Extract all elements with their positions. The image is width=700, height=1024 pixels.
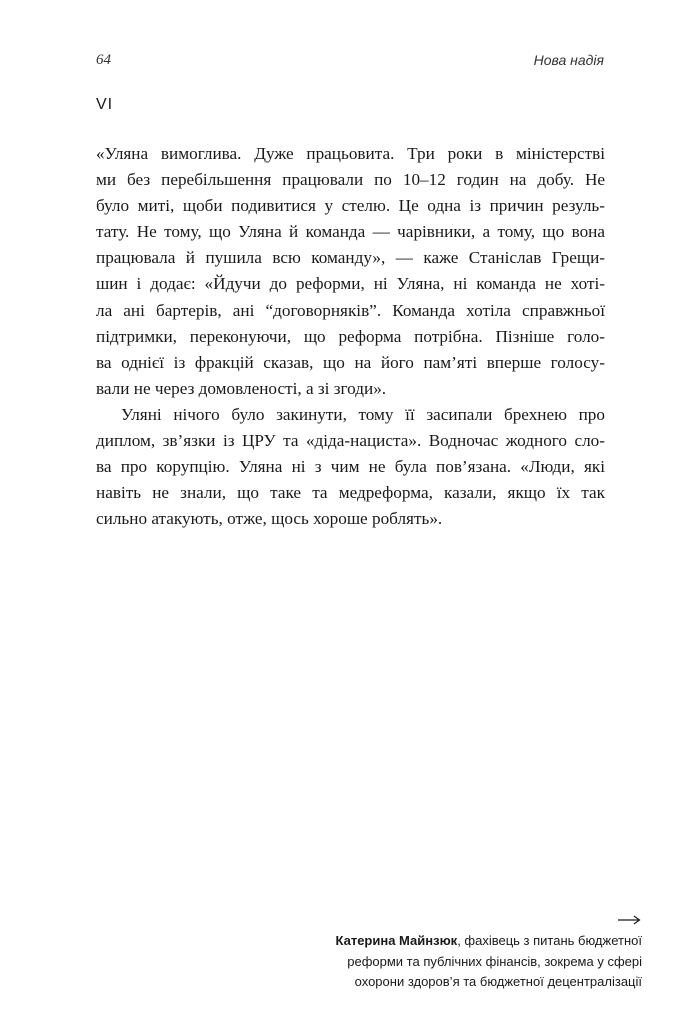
text-line: «Уляна вимоглива. Дуже працьовита. Три роки в міністерстві xyxy=(96,144,605,163)
sidenote-line: охорони здоров’я та бюджетної децентралізації xyxy=(354,974,642,989)
sidenote-line xyxy=(222,931,642,952)
text-line: ла ані бартерів, ані “договорняків”. Команда хотіла справжньої xyxy=(96,300,605,320)
arrow-right-icon xyxy=(618,914,642,926)
text-line: підтримки, переконуючи, що реформа потрібна. Пізніше голо- xyxy=(96,326,605,346)
text-line: шин і додає: «Йдучи до реформи, ні Уляна, ні команда не хоті- xyxy=(96,274,605,294)
text-line: Уляні нічого було закинути, тому її засипали брехнею про xyxy=(121,404,605,424)
section-number: VI xyxy=(96,96,114,113)
sidenote xyxy=(222,931,642,993)
text-line: працювала й пушила всю команду», — каже Станіслав Грещи- xyxy=(96,248,605,268)
body-text xyxy=(96,141,605,532)
text-line: диплом, зв’язки із ЦРУ та «діда-нациста». Водночас жодного сло- xyxy=(96,431,605,451)
text-line: було миті, щоби подивитися у стелю. Це одна із причин резуль- xyxy=(96,196,605,216)
text-line: ва однієї із фракцій сказав, що на його пам’яті вперше голосу- xyxy=(96,352,605,372)
text-line: сильно атакують, отже, щось хороше роблять». xyxy=(96,509,443,529)
text-line: вали не через домовленості, а зі згоди». xyxy=(96,378,387,398)
text-line: навіть не знали, що таке та медреформа, казали, якщо їх так xyxy=(96,483,605,503)
sidenote-line: реформи та публічних фінансів, зокрема у сфері xyxy=(347,953,642,969)
text-line: тату. Не тому, що Уляна й команда — чарівники, а тому, що вона xyxy=(96,222,605,242)
page-number: 64 xyxy=(96,52,111,68)
sidenote-description: , фахівець з питань бюджетної xyxy=(457,933,642,948)
running-title: Нова надія xyxy=(533,52,604,68)
sidenote-name: Катерина Майнзюк xyxy=(335,933,458,948)
text-line: ми без перебільшення працювали по 10–12 годин на добу. Не xyxy=(96,170,605,190)
text-line: ва про корупцію. Уляна ні з чим не була пов’язана. «Люди, які xyxy=(96,457,605,477)
